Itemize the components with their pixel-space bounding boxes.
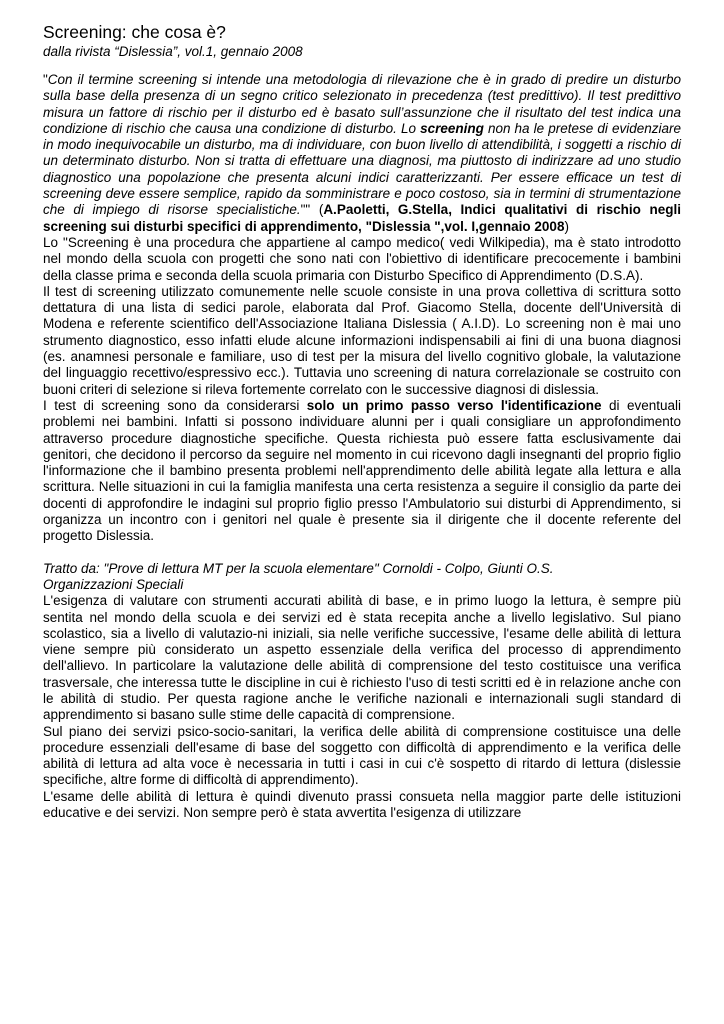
paragraph-3-bold: solo un primo passo verso l'identificazione [306,397,602,413]
source-line-2: Organizzazioni Speciali [43,576,184,592]
paragraph-6: L'esame delle abilità di lettura è quindi divenuto prassi consueta nella maggior parte delle istituzioni educative e dei servizi. Non sempre però è stata avvertita l'esigenza di utilizzare [43,788,681,821]
quote-text-1: Con il termine screening si intende una metodologia di rilevazione che è in grado di predire un disturbo sulla base della presenza di un segno critico selezionato in precedenza (test predittivo). Il test predittivo misura un fattore di rischio per il disturbo ed è basato sull’assunzione che il risultato del test indica una condizione di rischio che causa una condizione di disturbo. Lo [43,72,681,136]
quote-text-2: non ha le pretese di evidenziare in modo inequivocabile un disturbo, ma di individuare, con buon livello di attendibilità, i soggetti a rischio di un determinato disturbo. Non si tratta di effettuare una diagnosi, ma piuttosto di indirizzare ad uno studio diagnostico una popolazione che presenta alcuni indici caratterizzanti. Per essere efficace un test di screening deve essere semplice, rapido da somministrare e poco costoso, sia in termini di strumentazione che di impiego di risorse specialistiche. [43,120,681,218]
paragraph-4: L'esigenza di valutare con strumenti accurati abilità di base, e in primo luogo la lettura, è sempre più sentita nel mondo della scuola e dei servizi ed è stata recepita anche a livello legislativo. Sul piano scolastico, sia a livello di valutazio-ni iniziali, sia nelle verifiche successive, l'esame delle abilità di lettura viene sempre più considerato un aspetto essenziale della verifica del processo di apprendimento dell'allievo. In particolare la valutazione delle abilità di comprensione del testo costituisce una verifica trasversale, che interessa tutte le discipline in cui è richiesto l'uso di testi scritti ed è in relazione anche con le abilità di studio. Per questa ragione anche le verifiche nazionali e internazionali sugli standard di apprendimento si basano sulle stime delle capacità di comprensione. [43,593,681,723]
page-title: Screening: che cosa è? [43,22,226,42]
paragraph-3-a: I test di screening sono da considerarsi [43,397,307,413]
spacer [43,545,681,561]
source-line-1: Tratto da: "Prove di lettura MT per la scuola elementare" Cornoldi - Colpo, Giunti O.S. [43,560,554,576]
quote-open: " [43,72,48,87]
quote-close: "" ( [300,202,324,218]
paragraph-1: Lo "Screening è una procedura che appartiene al campo medico( vedi Wilkipedia), ma è stato introdotto nel mondo della scuola con progetti che sono nati con l'obiettivo di identificare precocemente i bambini della classe prima e seconda della scuola primaria con Disturbo Specifico di Apprendimento (D.S.A). [43,234,681,283]
quote-bold-word: screening [420,120,484,136]
subtitle: dalla rivista “Dislessia”, vol.1, gennaio 2008 [43,44,303,59]
document-page [43,22,681,821]
paragraph-5: Sul piano dei servizi psico-socio-sanitari, la verifica delle abilità di comprensione costituisce una delle procedure essenziali dell'esame di base del soggetto con difficoltà di apprendimento e la verifica delle abilità di lettura ad alta voce è necessaria in tutti i casi in cui c'è sospetto di ritardo di lettura (dislessie specifiche, altre forme di difficoltà di apprendimento). [43,723,681,788]
quote-citation: A.Paoletti, G.Stella, Indici qualitativi di rischio negli screening sui disturbi specifici di apprendimento, "Dislessia ",vol. I,gennaio 2008 [43,202,681,234]
paragraph-2: Il test di screening utilizzato comunemente nelle scuole consiste in una prova collettiva di scrittura sotto dettatura di una lista di sedici parole, elaborata dal Prof. Giacomo Stella, docente dell'Università di Modena e referente scientifico dell'Associazione Italiana Dislessia ( A.I.D). Lo screening non è mai uno strumento diagnostico, esso infatti elude alcune informazioni indispensabili ai fini di una buona diagnosi (es. anamnesi personale e familiare, uso di test per la misura del livello cognitivo globale, la valutazione del linguaggio recettivo/espressivo ecc.). Tuttavia uno screening di natura correlazionale se costruito con buoni criteri di selezione si rileva fortemente correlato con le successive diagnosi di dislessia. [43,283,681,397]
paragraph-3 [43,398,681,545]
quote-end: ) [564,218,569,234]
quote-paragraph [43,72,681,235]
paragraph-3-b: di eventuali problemi nei bambini. Infatti si possono individuare alunni per i quali consigliare un approfondimento attraverso procedure diagnostiche specifiche. Questa richiesta può essere fatta esclusivamente dai genitori, che decidono il percorso da seguire nel momento in cui ricevono dagli insegnanti del proprio figlio l'informazione che il bambino presenta problemi nell'apprendimento delle abilità legate alla lettura e alla scrittura. Nelle situazioni in cui la famiglia manifesta una certa resistenza a seguire il consiglio da parte dei docenti di approfondire le indagini sul proprio figlio presso l'Ambulatorio sui disturbi di Apprendimento, si organizza un incontro con i genitori nel quale è presente sia il dirigente che il docente referente del progetto Dislessia. [43,397,681,544]
